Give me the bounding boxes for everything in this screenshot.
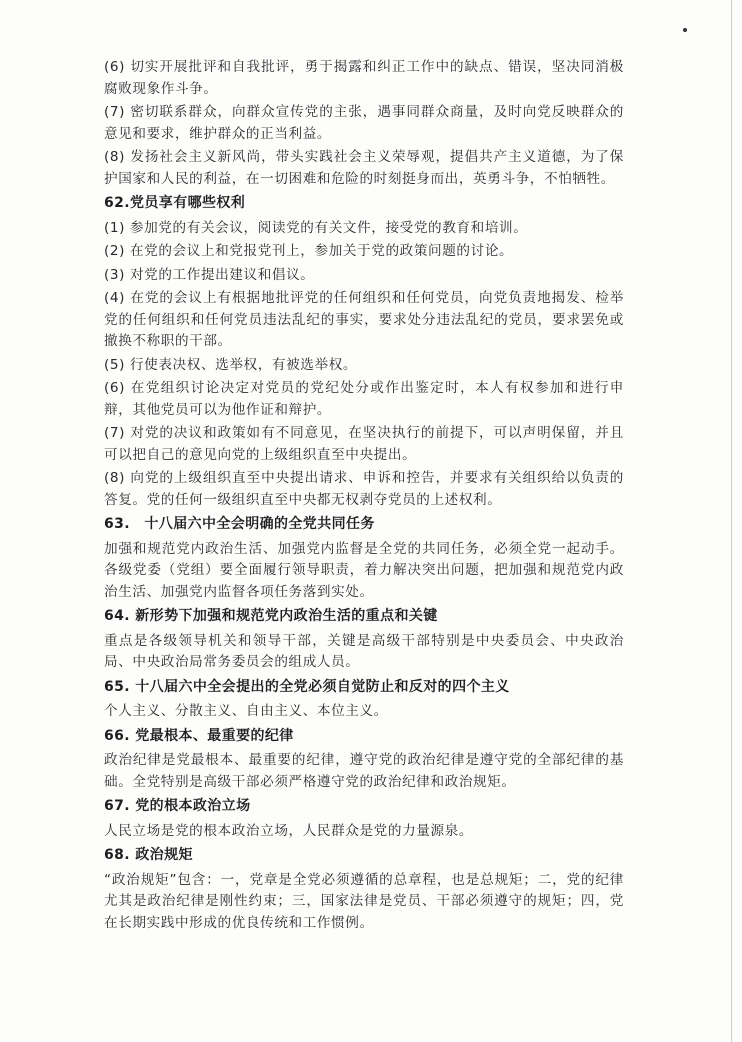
section-body-66: 政治纪律是党最根本、最重要的纪律，遵守党的政治纪律是遵守党的全部纪律的基础。全党特别是高级干部必须严格遵守党的政治纪律和政治规矩。 xyxy=(104,752,624,790)
section-heading-62: 62.党员享有哪些权利 xyxy=(104,195,246,211)
section-heading-64: 64. 新形势下加强和规范党内政治生活的重点和关键 xyxy=(104,608,438,624)
duty-item-8: (8) 发扬社会主义新风尚，带头实践社会主义荣辱观，提倡共产主义道德，为了保护国家和人民的利益，在一切困难和危险的时刻挺身而出，英勇斗争，不怕牺牲。 xyxy=(104,149,624,187)
section-heading-68: 68. 政治规矩 xyxy=(104,847,193,863)
right-item-2: (2) 在党的会议上和党报党刊上，参加关于党的政策问题的讨论。 xyxy=(104,243,514,259)
duty-item-7: (7) 密切联系群众，向群众宣传党的主张，遇事同群众商量，及时向党反映群众的意见和要求，维护群众的正当利益。 xyxy=(104,104,624,142)
section-heading-66: 66. 党最根本、最重要的纪律 xyxy=(104,727,294,744)
section-body-67: 人民立场是党的根本政治立场，人民群众是党的力量源泉。 xyxy=(104,822,474,839)
section-heading-67: 67. 党的根本政治立场 xyxy=(104,798,251,814)
section-heading-63: 63. 十八届六中全会明确的全党共同任务 xyxy=(104,516,375,532)
section-heading-65: 65. 十八届六中全会提出的全党必须自觉防止和反对的四个主义 xyxy=(104,678,510,695)
right-item-4: (4) 在党的会议上有根据地批评党的任何组织和任何党员，向党负责地揭发、检举党的任何组织和任何党员违法乱纪的事实，要求处分违法乱纪的党员，要求罢免或撤换不称职的干部。 xyxy=(104,290,624,349)
right-item-8: (8) 向党的上级组织直至中央提出请求、申诉和控告，并要求有关组织给以负责的答复。党的任何一级组织直至中央都无权剥夺党员的上述权利。 xyxy=(104,470,624,508)
right-item-1: (1) 参加党的有关会议，阅读党的有关文件，接受党的教育和培训。 xyxy=(104,219,528,236)
right-item-7: (7) 对党的决议和政策如有不同意见，在坚决执行的前提下，可以声明保留，并且可以把自己的意见向党的上级组织直至中央提出。 xyxy=(104,425,624,463)
right-item-6: (6) 在党组织讨论决定对党员的党纪处分或作出鉴定时，本人有权参加和进行申辩，其他党员可以为他作证和辩护。 xyxy=(104,380,624,418)
scan-speck xyxy=(683,28,687,32)
duty-item-6: (6) 切实开展批评和自我批评，勇于揭露和纠正工作中的缺点、错误，坚决同消极腐败现象作斗争。 xyxy=(104,59,624,97)
page-edge xyxy=(731,0,732,1042)
right-item-5: (5) 行使表决权、选举权，有被选举权。 xyxy=(104,356,358,373)
section-body-64: 重点是各级领导机关和领导干部，关键是高级干部特别是中央委员会、中央政治局、中央政治局常务委员会的组成人员。 xyxy=(104,632,624,670)
section-body-63: 加强和规范党内政治生活、加强党内监督是全党的共同任务，必须全党一起动手。各级党委（党组）要全面履行领导职责，着力解决突出问题，把加强和规范党内政治生活、加强党内监督各项任务落到实处。 xyxy=(104,540,624,600)
section-body-65: 个人主义、分散主义、自由主义、本位主义。 xyxy=(104,703,388,719)
right-item-3: (3) 对党的工作提出建议和倡议。 xyxy=(104,266,315,283)
document-body xyxy=(104,57,624,936)
section-body-68: “政治规矩”包含：一，党章是全党必须遵循的总章程，也是总规矩；二，党的纪律尤其是政治纪律是刚性约束；三，国家法律是党员、干部必须遵守的规矩；四，党在长期实践中形成的优良传统和工作惯例。 xyxy=(104,871,624,931)
